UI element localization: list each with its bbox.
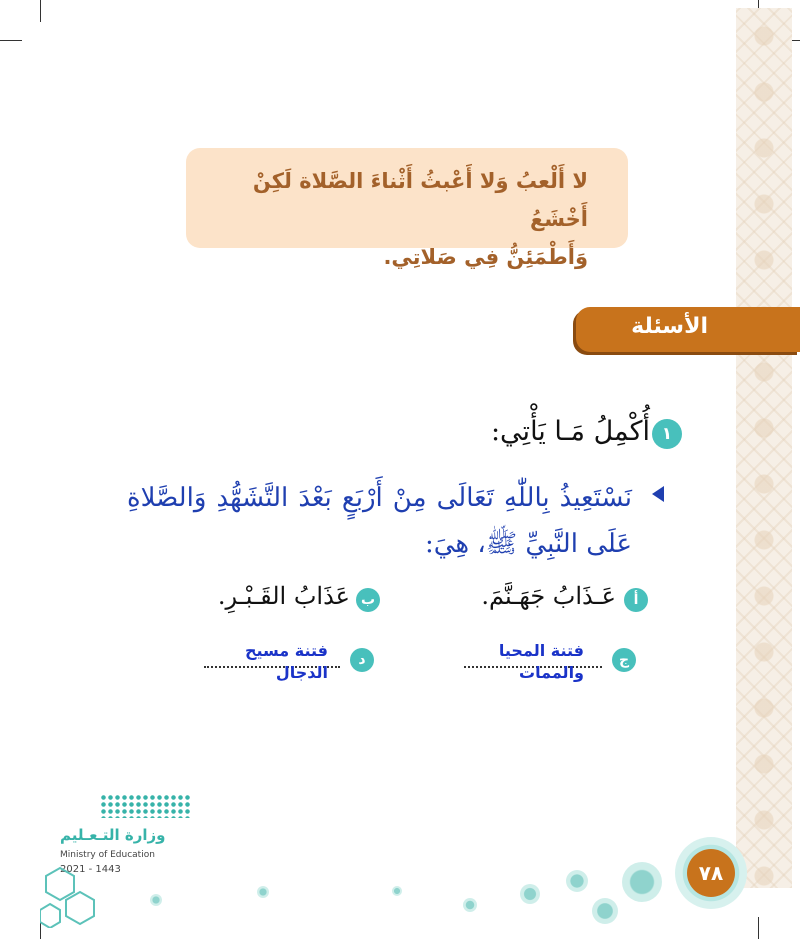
answer-c-line-1: فتنة المحيا bbox=[498, 641, 584, 660]
question-number-badge: ١ bbox=[652, 419, 682, 449]
choice-letter-badge: أ bbox=[624, 588, 648, 612]
crop-mark bbox=[40, 0, 41, 22]
handwritten-answer-c bbox=[499, 640, 584, 684]
rule-box bbox=[186, 148, 628, 269]
rule-line-1: لا أَلْعبُ وَلا أَعْبثُ أَثْناءَ الصَّلاة لَكِنْ أَخْشَعُ bbox=[252, 169, 588, 231]
flower-ornament-icon bbox=[622, 862, 662, 902]
crop-mark bbox=[758, 917, 759, 939]
page-number-ornament bbox=[675, 837, 747, 909]
decorative-pattern-strip bbox=[736, 8, 792, 888]
flower-ornament-icon bbox=[257, 886, 269, 898]
rule-text bbox=[188, 162, 588, 276]
ministry-dots-icon bbox=[100, 794, 190, 818]
answer-d-line-2: الدجال bbox=[275, 663, 328, 682]
flower-ornament-icon bbox=[463, 898, 477, 912]
choice-letter-badge: د bbox=[350, 648, 374, 672]
choice-b-text: عَذَابُ القَـبْـرِ. bbox=[217, 582, 350, 610]
handwritten-answer-d bbox=[245, 640, 328, 684]
ministry-name-en: Ministry of Education bbox=[60, 850, 155, 860]
flower-ornament-icon bbox=[520, 884, 540, 904]
ministry-name-ar: وزارة التـعـليم bbox=[60, 826, 166, 844]
questions-header-tab bbox=[576, 307, 800, 352]
choice-letter-badge: ج bbox=[612, 648, 636, 672]
question-stem: نَسْتَعِيذُ بِاللّٰهِ تَعَالَى مِنْ أَرْبَعٍ بَعْدَ التَّشَهُّدِ وَالصَّلاةِ عَلَى النَّبِيِّ ﷺ، هِيَ: bbox=[127, 483, 632, 559]
flower-ornament-icon bbox=[150, 894, 162, 906]
rule-line-2: وَأَطْمَئِنُّ فِي صَلاتِي. bbox=[383, 245, 588, 269]
crop-mark bbox=[0, 40, 22, 41]
ministry-geometric-icon bbox=[40, 858, 110, 928]
ministry-logo bbox=[58, 790, 203, 930]
page-number: ٧٨ bbox=[687, 849, 735, 897]
choice-a-text: عَـذَابُ جَهَـنَّمَ. bbox=[481, 582, 616, 610]
questions-header-label: الأسئلة bbox=[631, 314, 708, 339]
flower-ornament-icon bbox=[592, 898, 618, 924]
answer-c-line-2: والممات bbox=[519, 663, 584, 682]
choice-letter-badge: ب bbox=[356, 588, 380, 612]
question-prompt: أُكْمِلُ مَـا يَأْتِي: bbox=[490, 416, 650, 447]
flower-ornament-icon bbox=[392, 886, 402, 896]
ministry-year: 2021 - 1443 bbox=[60, 864, 121, 875]
flower-ornament-icon bbox=[566, 870, 588, 892]
answer-d-line-1: فتنة مسيح bbox=[244, 641, 328, 660]
bullet-arrow-icon bbox=[652, 486, 664, 502]
